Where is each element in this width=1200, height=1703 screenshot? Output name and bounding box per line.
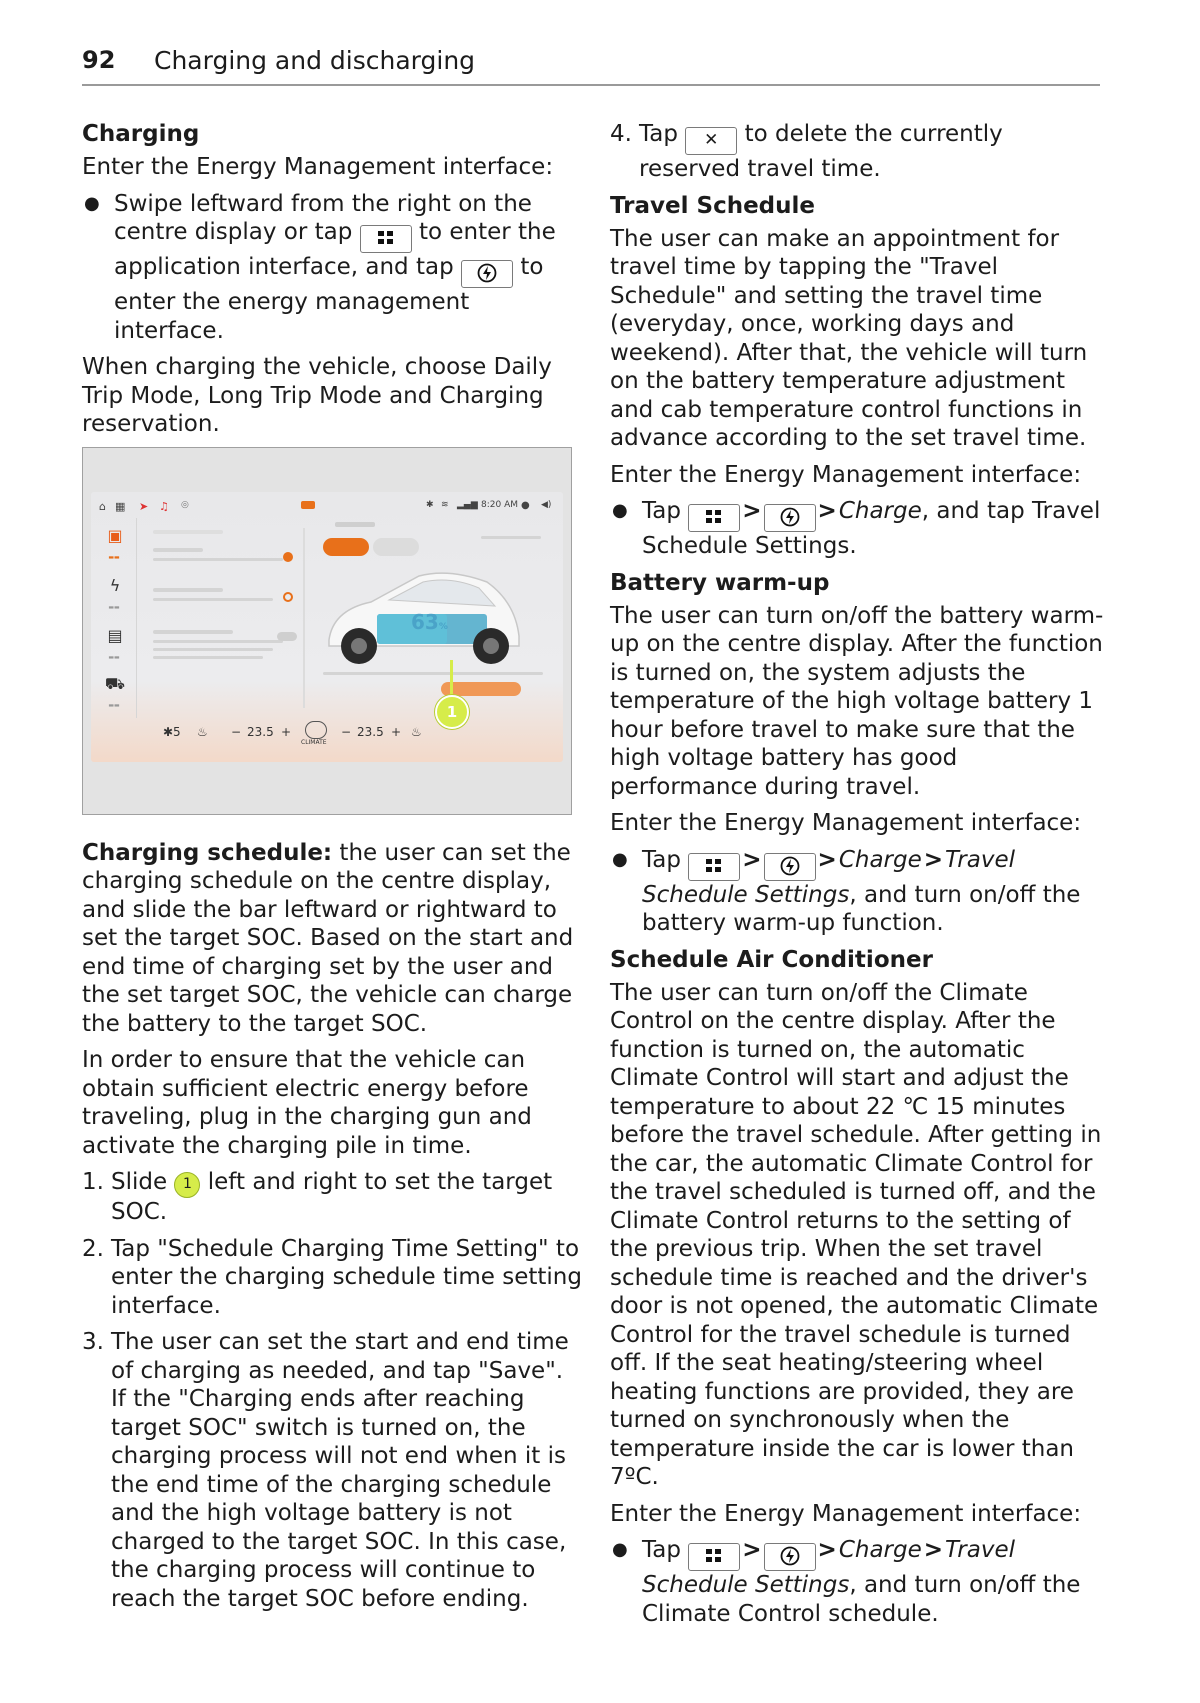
enter-em-text: Enter the Energy Management interface: bbox=[610, 1500, 1082, 1527]
charging-schedule-text: the user can set the charging schedule on the centre display, and slide the bar leftward or rightward to set the target SOC. Based on the start and end time of charging set by the user and the set target SOC, the vehicle can charge the battery to the target SOC. bbox=[82, 839, 574, 1037]
home-icon: ⌂ bbox=[99, 499, 106, 513]
camera-360-icon: ◎ bbox=[181, 499, 189, 510]
temp-right-minus[interactable]: − bbox=[341, 724, 352, 739]
energy-key bbox=[764, 504, 816, 532]
page-header bbox=[82, 44, 1100, 86]
mode-pill[interactable] bbox=[373, 538, 419, 556]
lightning-icon bbox=[477, 263, 497, 283]
text-placeholder bbox=[153, 648, 273, 651]
range-text bbox=[335, 522, 375, 527]
clock-text: 8:20 AM bbox=[481, 499, 518, 510]
schedule-text-placeholder bbox=[323, 672, 543, 675]
list-item bbox=[82, 190, 582, 346]
battery-warmup-text: The user can turn on/off the battery warm-up on the centre display. After the function is turned on, the system adjusts the temperature of the high voltage battery 1 hour before travel to make sure that the high voltage battery has good performance during travel. bbox=[610, 602, 1104, 800]
chevron-right-icon: > bbox=[742, 498, 762, 524]
step-text: Tap bbox=[639, 121, 678, 147]
step-text: left and right to set the target SOC. bbox=[111, 1169, 553, 1225]
charge-menu-label: Charge bbox=[838, 498, 922, 524]
list-item bbox=[610, 1536, 1110, 1628]
long-trip-mode-radio[interactable] bbox=[283, 592, 293, 602]
long-trip-mode-label bbox=[153, 588, 223, 592]
list-item bbox=[82, 1235, 582, 1321]
page-number: 92 bbox=[82, 46, 116, 74]
status-bar bbox=[91, 492, 563, 518]
seat-heat-left-icon[interactable]: ♨ bbox=[197, 724, 208, 739]
left-column bbox=[82, 120, 582, 1621]
chevron-right-icon: > bbox=[923, 1537, 944, 1563]
apps-grid-icon bbox=[705, 858, 723, 874]
travel-schedule-text: The user can make an appointment for travel time by tapping the "Travel Schedule" and setting the travel time (everyday, once, working days and weekend). After that, the vehicle will turn on the battery temperature adjustment and cab temperature control functions in advance according to the set travel time. bbox=[610, 225, 1088, 451]
apps-key bbox=[688, 853, 740, 881]
temp-left-plus[interactable]: + bbox=[281, 724, 292, 739]
schedule-air-conditioner-text: The user can turn on/off the Climate Control on the centre display. After the function is turned on, the automatic Climate Control will start and adjust the temperature to about 22 ℃ 15 minutes before the travel schedule. After getting in the car, the automatic Climate Control for the travel scheduled is turned off, and the Climate Control returns to the setting of the previous trip. When the set travel schedule time is reached and the driver's door is not opened, the automatic Climate Control for the travel schedule is turned off. If the seat heating/steering wheel heating functions are provided, they are turned on synchronously when the temperature inside the car is lower than 7ºC. bbox=[610, 979, 1102, 1490]
wifi-icon: ≋ bbox=[441, 499, 449, 510]
text-placeholder bbox=[153, 656, 263, 659]
step-text: Slide bbox=[111, 1169, 168, 1195]
step-text: Tap "Schedule Charging Time Setting" to enter the charging schedule time setting interface. bbox=[111, 1235, 582, 1319]
charge-menu-label: Charge bbox=[838, 846, 922, 873]
charging-indicator-icon bbox=[301, 501, 315, 509]
enter-em-text: Enter the Energy Management interface: bbox=[610, 810, 1082, 836]
charging-heading: Charging bbox=[82, 121, 200, 147]
list-item bbox=[610, 846, 1110, 938]
text-placeholder bbox=[153, 640, 283, 643]
enter-em-text: Enter the Energy Management interface: bbox=[610, 461, 1082, 488]
lightning-icon bbox=[780, 1546, 800, 1566]
travel-schedule-settings-label: Travel Schedule Settings bbox=[642, 1537, 1015, 1598]
soc-readout bbox=[411, 610, 448, 634]
temp-left-minus[interactable]: − bbox=[231, 724, 242, 739]
soc-marker-badge: 1 bbox=[174, 1172, 200, 1198]
when-charging-text: When charging the vehicle, choose Daily Trip Mode, Long Trip Mode and Charging reservation. bbox=[82, 354, 552, 437]
daily-trip-mode-radio[interactable] bbox=[283, 552, 293, 562]
list-item bbox=[82, 1168, 582, 1227]
soc-unit: % bbox=[438, 621, 448, 632]
bullet-text: , and tap Travel Schedule Settings. bbox=[642, 498, 1101, 559]
rail-label: ▬▬ bbox=[108, 701, 120, 709]
chevron-right-icon: > bbox=[923, 846, 944, 873]
soc-slider-handle[interactable]: 1 bbox=[435, 695, 469, 729]
trip-tab-icon[interactable]: ▤ bbox=[107, 625, 123, 645]
list-item bbox=[610, 120, 1110, 184]
fan-icon: ✱ bbox=[163, 724, 174, 739]
centre-display bbox=[91, 492, 563, 762]
bullet-text: , and turn on/off the battery warm-up function. bbox=[642, 881, 1081, 936]
mode-pill-active[interactable] bbox=[323, 538, 369, 556]
chevron-right-icon: > bbox=[742, 1537, 762, 1563]
apps-grid-icon bbox=[705, 509, 723, 525]
travel-schedule-settings-label: Travel Schedule Settings bbox=[642, 846, 1015, 908]
temp-right: 23.5 bbox=[357, 724, 384, 739]
apps-grid-icon bbox=[377, 230, 395, 246]
apps-key bbox=[360, 225, 412, 253]
signal-icon: ▂▄▆ bbox=[457, 499, 478, 510]
climate-button-icon[interactable] bbox=[305, 721, 327, 739]
rail-label: ▬▬ bbox=[108, 553, 120, 561]
text-placeholder bbox=[153, 530, 223, 534]
apps-key bbox=[688, 1543, 740, 1571]
step-number: 3. bbox=[82, 1329, 104, 1355]
temp-right-plus[interactable]: + bbox=[391, 724, 402, 739]
text-placeholder bbox=[481, 536, 541, 539]
bullet-text: to enter the application interface, and tap bbox=[114, 219, 556, 280]
rail-label: ▬▬ bbox=[108, 653, 120, 661]
step-number: 1. bbox=[82, 1169, 104, 1195]
divider bbox=[303, 528, 305, 708]
lightning-icon bbox=[780, 856, 800, 876]
schedule-air-conditioner-heading: Schedule Air Conditioner bbox=[610, 946, 933, 973]
chevron-right-icon: > bbox=[817, 1537, 837, 1563]
travel-schedule-heading: Travel Schedule bbox=[610, 192, 816, 219]
in-order-paragraph: In order to ensure that the vehicle can obtain sufficient electric energy before traveling, plug in the charging gun and activate the charging pile in time. bbox=[82, 1047, 532, 1159]
discharging-tab-icon[interactable]: ϟ bbox=[109, 575, 121, 595]
battery-steps bbox=[610, 846, 1110, 938]
charging-schedule-label: Charging schedule: bbox=[82, 839, 333, 866]
enter-em-steps bbox=[82, 190, 582, 346]
step-text: The user can set the start and end time of charging as needed, and tap "Save". If the "Charging ends after reaching target SOC" switch is turned on, the charging process will not end when it is the end time of the charging schedule and the high voltage battery is not charged to the target SOC. In this case, the charging process will continue to reach the target SOC before ending. bbox=[111, 1329, 569, 1612]
bullet-text: , and turn on/off the Climate Control schedule. bbox=[642, 1572, 1081, 1627]
rail-label: ▬▬ bbox=[108, 603, 120, 611]
text-placeholder bbox=[153, 598, 273, 601]
climate-label: CLIMATE bbox=[301, 738, 327, 746]
climate-bar bbox=[91, 718, 563, 748]
charging-steps-continued bbox=[610, 120, 1110, 184]
apps-key bbox=[688, 504, 740, 532]
chevron-right-icon: > bbox=[817, 846, 837, 873]
step-text: to delete the currently reserved travel time. bbox=[639, 121, 1003, 182]
bullet-text: Tap bbox=[642, 1537, 681, 1563]
daily-trip-mode-label bbox=[153, 548, 203, 552]
bluetooth-icon: ✱ bbox=[426, 499, 434, 510]
charging-reservation-toggle[interactable] bbox=[277, 632, 297, 641]
aircon-steps bbox=[610, 1536, 1110, 1628]
energy-key bbox=[764, 1543, 816, 1571]
energy-management-screenshot bbox=[82, 447, 572, 815]
navigation-icon: ➤ bbox=[139, 499, 149, 513]
delete-key bbox=[685, 127, 737, 155]
car-tab-icon[interactable]: ⛟ bbox=[104, 673, 126, 693]
bullet-text: Tap bbox=[642, 498, 681, 524]
bullet-text: Tap bbox=[642, 846, 681, 873]
lightning-icon bbox=[780, 507, 800, 527]
bullet-text: Swipe leftward from the right on the centre display or tap bbox=[114, 190, 532, 245]
apps-grid-icon: ▦ bbox=[115, 499, 126, 513]
step-number: 2. bbox=[82, 1235, 104, 1262]
charging-schedule-paragraph bbox=[82, 839, 582, 1039]
volume-icon: ◀) bbox=[541, 499, 552, 510]
charge-menu-label: Charge bbox=[838, 1537, 922, 1563]
temp-left: 23.5 bbox=[247, 724, 274, 739]
bullet-text: to enter the energy management interface. bbox=[114, 254, 544, 344]
list-item bbox=[610, 497, 1110, 561]
energy-key bbox=[461, 260, 513, 288]
close-icon: ✕ bbox=[704, 130, 719, 150]
music-icon: ♫ bbox=[159, 499, 169, 513]
charging-steps bbox=[82, 1168, 582, 1613]
seat-heat-right-icon[interactable]: ♨ bbox=[411, 724, 422, 739]
enter-em-text: Enter the Energy Management interface: bbox=[82, 154, 554, 180]
step-number: 4. bbox=[610, 121, 632, 147]
chapter-title: Charging and discharging bbox=[154, 46, 476, 75]
schedule-charging-button[interactable] bbox=[441, 682, 521, 696]
chevron-right-icon: > bbox=[817, 498, 837, 524]
text-placeholder bbox=[153, 558, 283, 561]
travel-steps bbox=[610, 497, 1110, 561]
charging-tab-icon[interactable]: ▣ bbox=[107, 525, 123, 545]
fan-level: 5 bbox=[173, 724, 181, 739]
charging-reservation-label bbox=[153, 630, 233, 634]
side-rail bbox=[91, 518, 137, 718]
energy-key bbox=[764, 853, 816, 881]
apps-grid-icon bbox=[705, 1548, 723, 1564]
chevron-right-icon: > bbox=[742, 846, 762, 873]
avatar: ● bbox=[521, 499, 530, 511]
list-item bbox=[82, 1328, 582, 1613]
soc-value: 63 bbox=[411, 609, 439, 634]
right-column bbox=[610, 120, 1110, 1636]
battery-warmup-heading: Battery warm-up bbox=[610, 569, 830, 596]
